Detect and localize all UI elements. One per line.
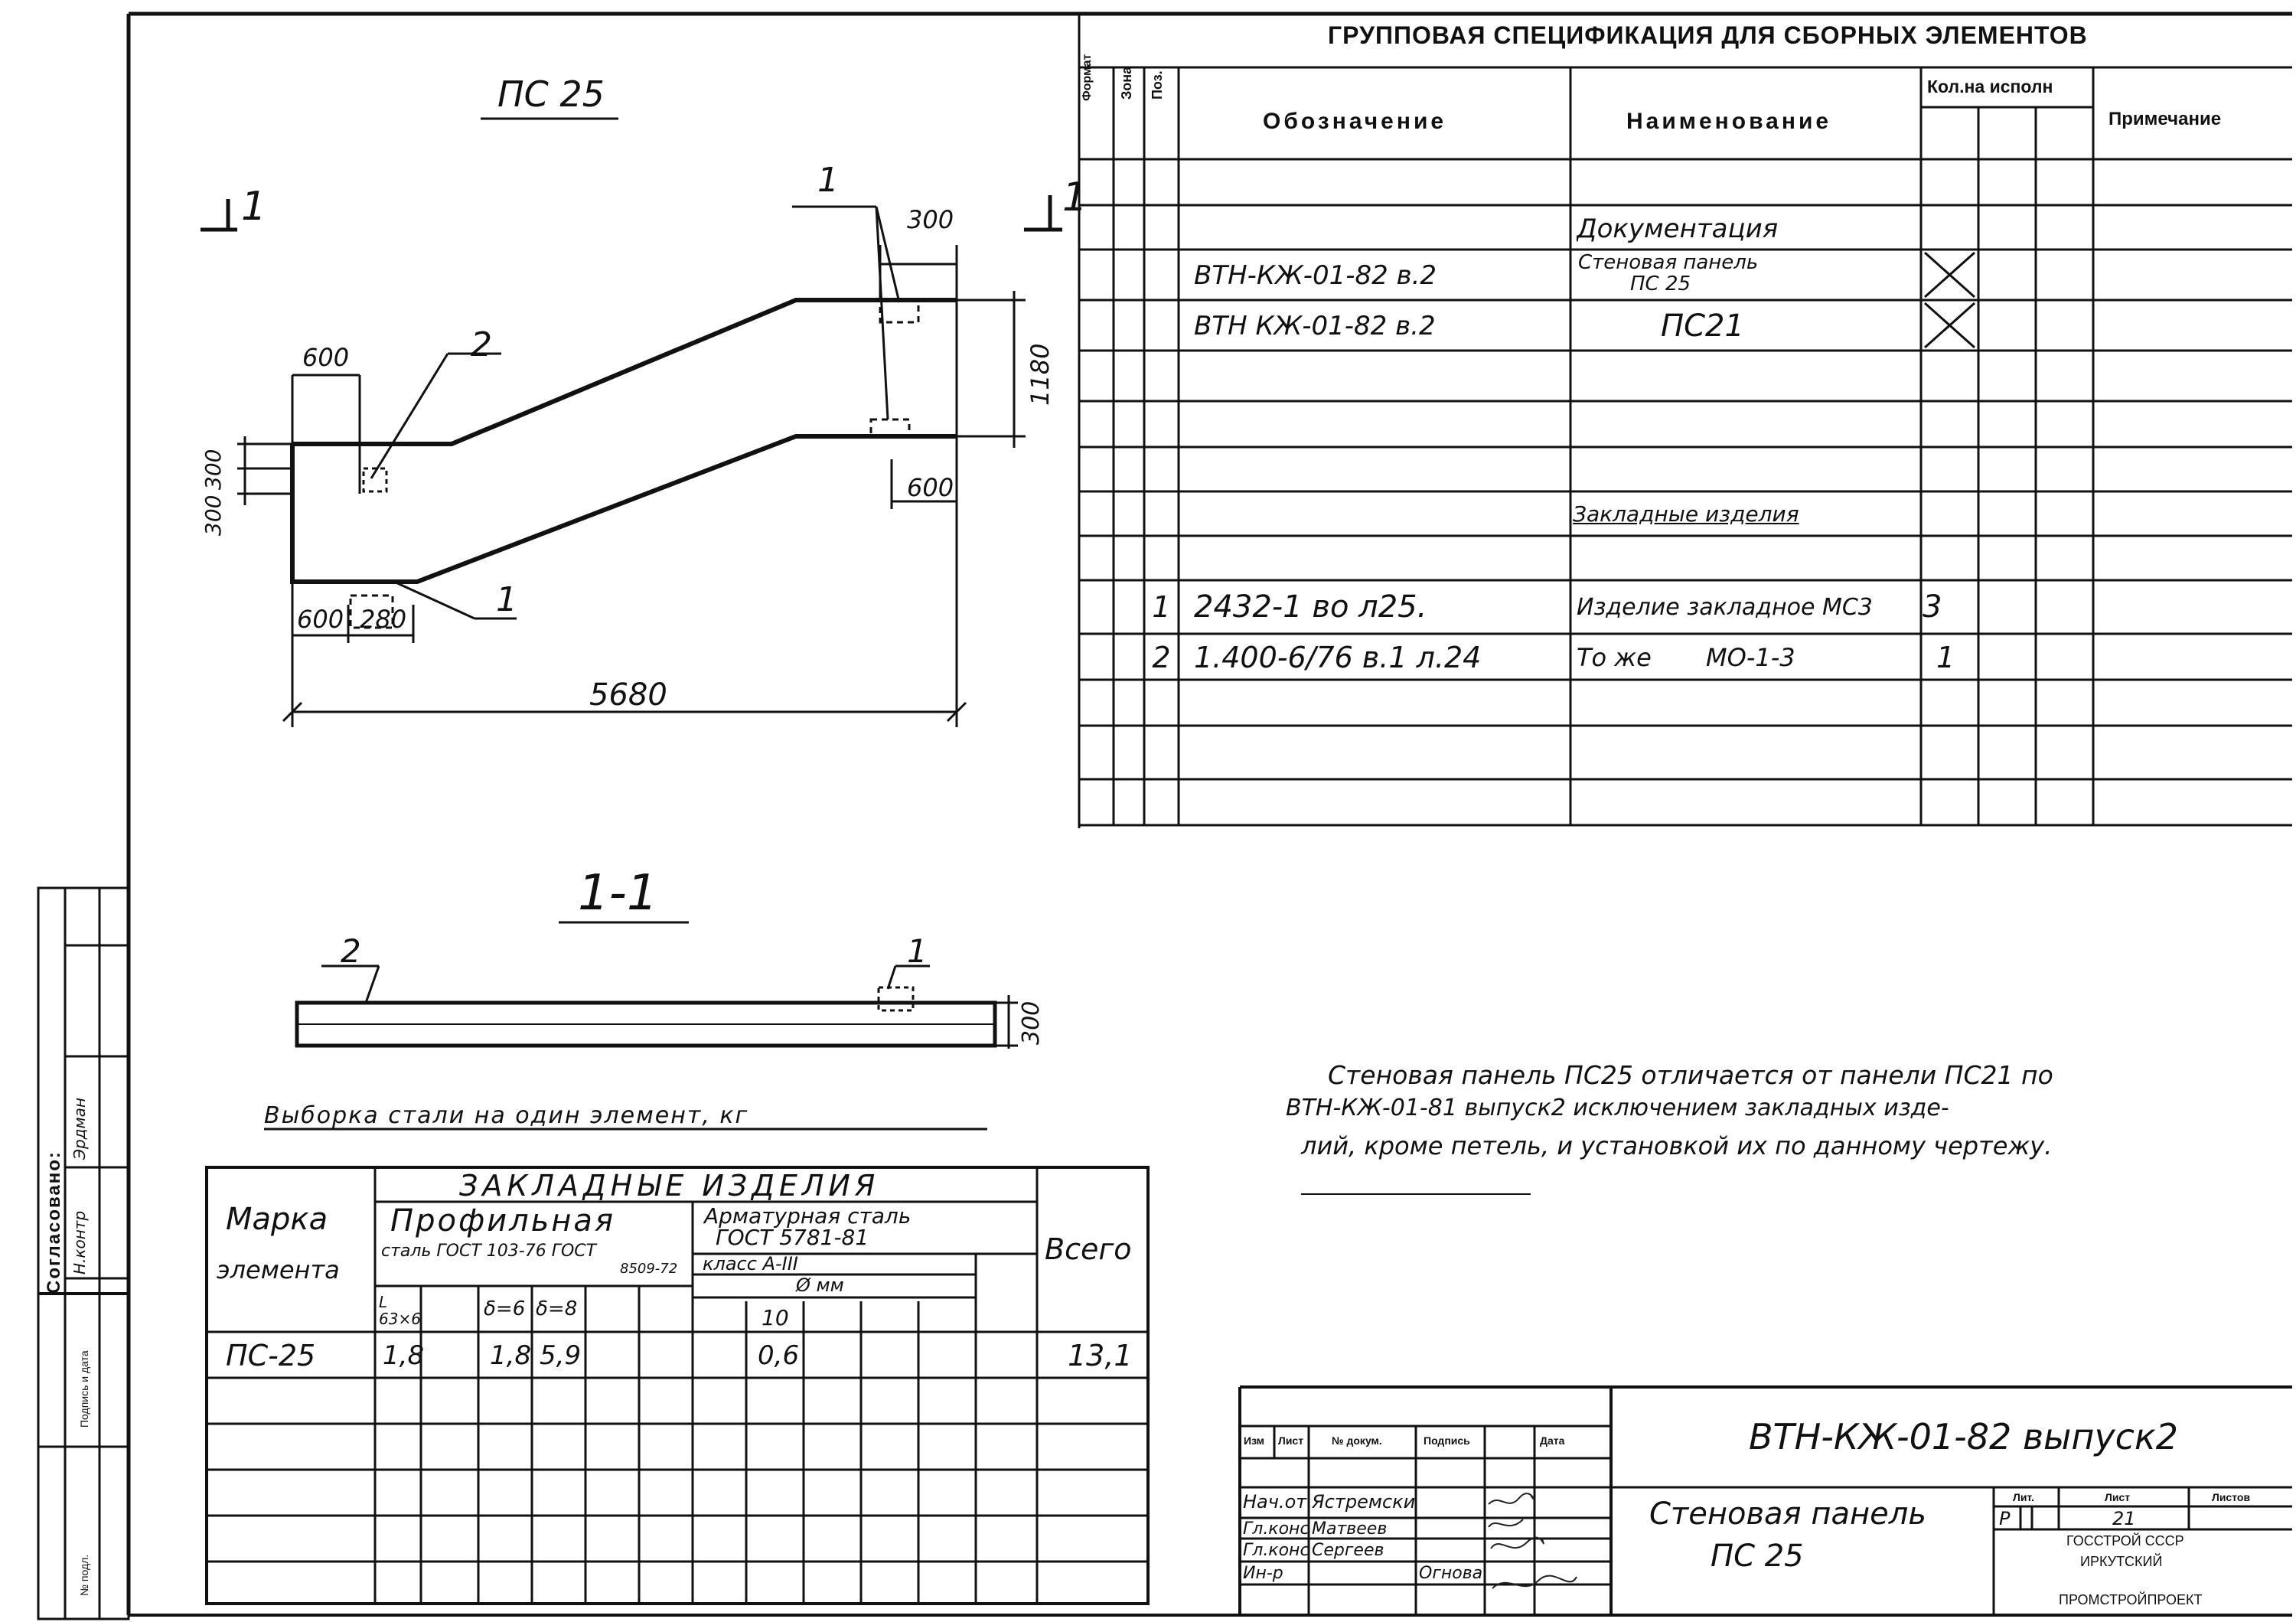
steel-row-total: 13,1 xyxy=(1068,1339,1133,1372)
steel-subcol-1: L 63×6 xyxy=(379,1293,421,1328)
spec-row-8-name: Закладные изделия xyxy=(1573,501,1799,527)
steel-rebar-1: Арматурная сталь xyxy=(704,1203,912,1229)
stamp-role-1: Нач.от. xyxy=(1243,1491,1313,1513)
side-label-number: № подл. xyxy=(78,1554,90,1596)
steel-row-rebar: 0,6 xyxy=(758,1340,800,1371)
spec-row-2-name: Документация xyxy=(1577,214,1779,244)
spec-row-10-name: Изделие закладное МС3 xyxy=(1577,593,1873,621)
section-mark-right: 1 xyxy=(1062,175,1088,220)
steel-row-v4: 5,9 xyxy=(540,1340,582,1371)
spec-row-4-designation: ВТН КЖ-01-82 в.2 xyxy=(1194,311,1436,341)
steel-col-mark-1: Марка xyxy=(226,1202,328,1237)
spec-row-10-qty: 3 xyxy=(1923,589,1942,625)
stamp-col-list: Лист xyxy=(1278,1434,1304,1447)
steel-rebar-2: ГОСТ 5781-81 xyxy=(716,1225,869,1250)
spec-row-10-designation: 2432-1 во л25. xyxy=(1194,589,1427,625)
dim-left-side-a: 300 xyxy=(201,494,226,536)
spec-row-11-name: То же МО-1-3 xyxy=(1577,643,1795,672)
section-title: 1-1 xyxy=(578,865,658,922)
stamp-role-4: Ин-р xyxy=(1243,1564,1283,1583)
section-dim: 300 xyxy=(1018,1000,1045,1045)
stamp-role-2: Гл.конс xyxy=(1243,1519,1309,1539)
stamp-sheets-header: Листов xyxy=(2212,1491,2251,1503)
steel-title: Выборка стали на один элемент, кг xyxy=(264,1102,749,1129)
spec-header-name: Наименование xyxy=(1626,109,1832,134)
spec-header-pos: Поз. xyxy=(1150,70,1165,100)
stamp-name-4: Огнова xyxy=(1419,1564,1483,1583)
spec-header-note: Примечание xyxy=(2108,109,2222,129)
stamp-doc-code: ВТН-КЖ-01-82 выпуск2 xyxy=(1749,1416,2179,1457)
steel-profile-1: Профильная xyxy=(390,1203,616,1239)
steel-total-header: Всего xyxy=(1045,1232,1132,1266)
spec-row-3-name: Стеновая панель xyxy=(1578,251,1759,274)
stamp-org-1: ГОССТРОЙ СССР xyxy=(2066,1533,2184,1549)
side-label-signature: Подпись и дата xyxy=(78,1350,90,1428)
stamp-title-2: ПС 25 xyxy=(1711,1539,1804,1574)
stamp-name-2: Матвеев xyxy=(1312,1519,1388,1539)
spec-title: ГРУППОВАЯ СПЕЦИФИКАЦИЯ ДЛЯ СБОРНЫХ ЭЛЕМЕНТОВ xyxy=(1328,21,2088,49)
drawing-title: ПС 25 xyxy=(497,73,605,115)
note-line-2: ВТН-КЖ-01-81 выпуск2 исключением закладных изде- xyxy=(1286,1095,1949,1121)
stamp-sheet-header: Лист xyxy=(2105,1491,2131,1503)
steel-diameter: Ø мм xyxy=(796,1274,844,1296)
spec-header-zone: Зона xyxy=(1119,66,1134,100)
steel-class: класс А-III xyxy=(703,1253,798,1274)
spec-row-10-pos: 1 xyxy=(1152,590,1171,624)
spec-row-11-qty: 1 xyxy=(1936,641,1955,674)
position-label-2: 2 xyxy=(471,325,492,364)
stamp-col-date: Дата xyxy=(1540,1434,1565,1447)
note-line-1: Стеновая панель ПС25 отличается от панели ПС21 по xyxy=(1328,1060,2053,1090)
side-row-2: Эрдман xyxy=(70,1098,89,1160)
spec-row-3-designation: ВТН-КЖ-01-82 в.2 xyxy=(1194,260,1437,291)
signature-images xyxy=(1485,1489,1615,1604)
spec-header-format: Формат xyxy=(1081,54,1094,101)
steel-row-v3: 1,8 xyxy=(490,1340,532,1371)
steel-profile-2: сталь ГОСТ 103-76 ГОСТ xyxy=(381,1242,597,1261)
spec-row-11-pos: 2 xyxy=(1152,641,1171,674)
stamp-lit-value: Р xyxy=(1999,1508,2011,1529)
stamp-org-2: ИРКУТСКИЙ xyxy=(2080,1554,2163,1569)
steel-subcol-4: δ=8 xyxy=(536,1297,578,1320)
stamp-role-3: Гл.конс xyxy=(1243,1541,1309,1560)
side-row-1: Н.контр xyxy=(70,1210,89,1274)
stamp-title-1: Стеновая панель xyxy=(1649,1496,1926,1532)
steel-col-mark-2: элемента xyxy=(217,1255,340,1284)
section-mark-left: 1 xyxy=(241,184,267,230)
steel-profile-3: 8509-72 xyxy=(620,1261,678,1277)
stamp-sheet-value: 21 xyxy=(2112,1508,2136,1529)
stamp-col-doc: № докум. xyxy=(1332,1434,1382,1447)
stamp-col-sign: Подпись xyxy=(1424,1434,1470,1447)
dim-bottom-a: 600 xyxy=(297,605,344,634)
stamp-lit-header: Лит. xyxy=(2013,1491,2034,1503)
dim-right-height: 1180 xyxy=(1026,343,1055,406)
stamp-col-izm: Изм xyxy=(1244,1434,1265,1447)
spec-row-3-name-2: ПС 25 xyxy=(1630,273,1691,295)
dim-right-bottom: 600 xyxy=(907,473,954,502)
steel-header-embedded: ЗАКЛАДНЫЕ ИЗДЕЛИЯ xyxy=(459,1169,880,1203)
steel-row-v1: 1,8 xyxy=(383,1340,425,1371)
note-line-3: лий, кроме петель, и установкой их по данному чертежу. xyxy=(1301,1131,2053,1160)
steel-subcol-3: δ=6 xyxy=(484,1297,526,1320)
dim-left-side-b: 300 xyxy=(201,449,226,490)
spec-header-qty: Кол.на исполн xyxy=(1927,77,2053,96)
side-title: Согласовано: xyxy=(44,1150,64,1294)
section-label-right: 1 xyxy=(907,932,928,970)
steel-row-mark: ПС-25 xyxy=(226,1339,316,1372)
stamp-name-3: Сергеев xyxy=(1312,1541,1384,1560)
spec-header-designation: Обозначение xyxy=(1263,109,1447,134)
position-label-1-top: 1 xyxy=(817,161,839,200)
dim-left-top: 600 xyxy=(302,343,350,372)
dim-overall: 5680 xyxy=(589,677,667,713)
dim-bottom-b: 280 xyxy=(360,605,407,634)
steel-diam-value: 10 xyxy=(762,1305,789,1330)
spec-row-4-name: ПС21 xyxy=(1661,308,1744,344)
section-label-left: 2 xyxy=(341,932,361,970)
stamp-name-1: Ястремски xyxy=(1312,1491,1416,1513)
spec-row-11-designation: 1.400-6/76 в.1 л.24 xyxy=(1194,641,1482,674)
stamp-org-3: ПРОМСТРОЙПРОЕКТ xyxy=(2059,1592,2203,1607)
dim-top-right: 300 xyxy=(907,205,954,234)
position-label-1-bottom: 1 xyxy=(496,580,517,619)
